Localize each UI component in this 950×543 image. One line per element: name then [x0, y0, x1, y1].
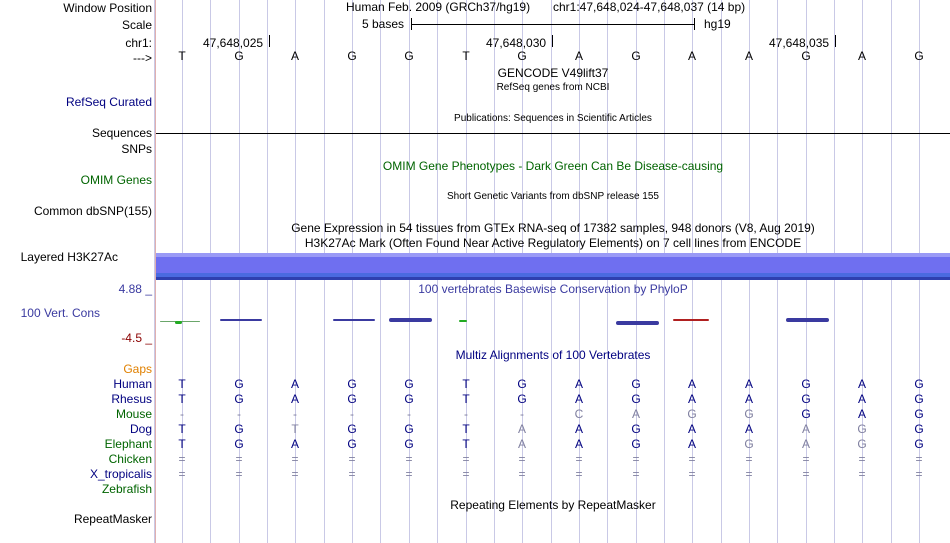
alignment-base: = — [688, 467, 696, 481]
coordinate-2-tick — [552, 35, 553, 47]
alignment-base: T — [178, 422, 186, 436]
alignment-base: G — [857, 437, 867, 451]
strand-arrow[interactable]: ---> — [133, 51, 152, 65]
alignment-base: A — [574, 422, 583, 436]
species-label[interactable]: X_tropicalis — [89, 467, 152, 481]
scale-bar-right-text: hg19 — [704, 17, 731, 31]
alignment-base: G — [404, 392, 414, 406]
alignment-base: A — [574, 377, 583, 391]
alignment-base: G — [801, 377, 811, 391]
alignment-base: = — [178, 467, 186, 481]
sequence-base: G — [914, 49, 924, 63]
h3k27ac-signal[interactable] — [156, 253, 950, 280]
alignment-base: = — [405, 467, 413, 481]
alignment-base: - — [180, 407, 184, 421]
grid-line — [154, 0, 155, 543]
coordinate-2: 47,648,030 — [486, 36, 547, 50]
alignment-base: A — [517, 437, 526, 451]
alignment-base: G — [234, 377, 244, 391]
alignment-base: = — [802, 467, 810, 481]
repeatmasker-description: Repeating Elements by RepeatMasker — [450, 498, 656, 512]
alignment-base: = — [858, 467, 866, 481]
alignment-base: = — [802, 452, 810, 466]
alignment-base: = — [405, 452, 413, 466]
alignment-base: - — [237, 407, 241, 421]
alignment-base: = — [235, 452, 243, 466]
alignment-base: A — [744, 392, 753, 406]
species-label[interactable]: Zebrafish — [101, 482, 152, 496]
alignment-base: A — [687, 377, 696, 391]
sequence-base: A — [687, 49, 696, 63]
sequence-base: A — [744, 49, 753, 63]
alignment-base: A — [857, 407, 866, 421]
sequence-base: G — [234, 49, 244, 63]
cons-track-label[interactable]: 100 Vert. Cons — [20, 306, 100, 320]
cons-max-label: 4.88 _ — [118, 282, 152, 296]
alignment-base: T — [462, 422, 470, 436]
alignment-base: G — [914, 422, 924, 436]
h3k27ac-signal-top — [156, 253, 950, 257]
alignment-base: = — [632, 467, 640, 481]
sequences-label[interactable]: Sequences — [91, 126, 152, 140]
chrom-label: chr1: — [125, 36, 152, 50]
alignment-base: G — [801, 392, 811, 406]
alignment-base: = — [688, 452, 696, 466]
alignment-base: G — [631, 437, 641, 451]
snp-description: Short Genetic Variants from dbSNP release 155 — [447, 191, 659, 202]
alignment-base: A — [574, 437, 583, 451]
coordinate-3: 47,648,035 — [769, 36, 830, 50]
alignment-base: G — [914, 377, 924, 391]
alignment-base: = — [632, 452, 640, 466]
alignment-base: G — [687, 407, 697, 421]
alignment-base: G — [914, 407, 924, 421]
alignment-base: - — [407, 407, 411, 421]
alignment-base: A — [290, 437, 299, 451]
alignment-base: G — [517, 392, 527, 406]
alignment-base: T — [178, 377, 186, 391]
alignment-base: = — [575, 452, 583, 466]
publications-description: Publications: Sequences in Scientific Articles — [454, 113, 652, 124]
alignment-base: T — [178, 392, 186, 406]
alignment-base: = — [235, 467, 243, 481]
alignment-base: A — [631, 407, 640, 421]
h3k27ac-signal-bottom — [156, 277, 950, 280]
alignment-base: G — [234, 437, 244, 451]
species-label[interactable]: Dog — [129, 422, 152, 436]
alignment-base: G — [347, 422, 357, 436]
alignment-base: = — [348, 452, 356, 466]
alignment-base: C — [574, 407, 584, 421]
alignment-base: = — [518, 467, 526, 481]
conservation-mark — [616, 321, 659, 325]
conservation-mark — [333, 319, 375, 321]
multiz-description: Multiz Alignments of 100 Vertebrates — [455, 348, 651, 362]
alignment-base: G — [404, 422, 414, 436]
conservation-mark — [389, 318, 432, 322]
alignment-base: G — [347, 392, 357, 406]
sequence-base: G — [631, 49, 641, 63]
conservation-mark — [175, 321, 182, 324]
omim-description: OMIM Gene Phenotypes - Dark Green Can Be Disease-causing — [382, 159, 724, 173]
refseq-label[interactable]: RefSeq Curated — [65, 95, 152, 109]
alignment-base: G — [857, 422, 867, 436]
alignment-base: = — [575, 467, 583, 481]
alignment-base: G — [801, 407, 811, 421]
alignment-base: A — [687, 437, 696, 451]
scale-bar — [411, 24, 695, 25]
species-label[interactable]: Human — [113, 377, 152, 391]
alignment-base: G — [234, 392, 244, 406]
alignment-base: T — [291, 422, 299, 436]
conservation-mark — [673, 319, 709, 321]
sequence-base: A — [857, 49, 866, 63]
alignment-base: G — [631, 377, 641, 391]
gencode-title[interactable]: GENCODE V49lift37 — [497, 66, 609, 80]
alignment-base: - — [520, 407, 524, 421]
alignment-base: = — [291, 467, 299, 481]
track-labels — [0, 0, 152, 543]
coordinate-3-tick — [835, 35, 836, 47]
sequence-base: G — [801, 49, 811, 63]
scale-label: Scale — [121, 18, 152, 32]
scale-bar-right-tick — [694, 18, 695, 30]
alignment-base: G — [517, 377, 527, 391]
sequence-base: G — [347, 49, 357, 63]
alignment-base: A — [857, 392, 866, 406]
sequence-base: G — [404, 49, 414, 63]
common-dbsnp-label[interactable]: Common dbSNP(155) — [33, 204, 152, 218]
species-label[interactable]: Elephant — [104, 437, 152, 451]
alignment-base: G — [347, 437, 357, 451]
alignment-base: G — [914, 437, 924, 451]
alignment-base: = — [915, 452, 923, 466]
alignment-base: A — [801, 437, 810, 451]
sequence-base: A — [290, 49, 299, 63]
alignment-base: = — [915, 467, 923, 481]
conservation-mark — [786, 318, 829, 322]
alignment-base: A — [290, 377, 299, 391]
alignment-base: = — [518, 452, 526, 466]
alignment-base: T — [462, 392, 470, 406]
alignment-base: A — [857, 377, 866, 391]
alignment-base: = — [745, 467, 753, 481]
alignment-base: A — [801, 422, 810, 436]
layered-h3k27ac-label[interactable]: Layered H3K27Ac — [20, 250, 118, 264]
conservation-mark — [459, 320, 467, 322]
refseq-description: RefSeq genes from NCBI — [496, 82, 610, 93]
h3k27ac-description: H3K27Ac Mark (Often Found Near Active Regulatory Elements) on 7 cell lines from ENCODE — [304, 236, 802, 250]
alignment-base: T — [462, 377, 470, 391]
alignment-base: = — [348, 467, 356, 481]
omim-genes-label[interactable]: OMIM Genes — [80, 173, 152, 187]
gaps-label[interactable]: Gaps — [123, 362, 152, 376]
alignment-base: T — [462, 437, 470, 451]
alignment-base: = — [178, 452, 186, 466]
alignment-base: G — [631, 392, 641, 406]
conservation-mark — [220, 319, 262, 321]
alignment-base: A — [744, 422, 753, 436]
alignment-base: = — [858, 452, 866, 466]
sequences-line — [156, 133, 950, 134]
alignment-base: G — [234, 422, 244, 436]
position-readout: chr1:47,648,024-47,648,037 (14 bp) — [553, 0, 746, 14]
alignment-base: = — [462, 452, 470, 466]
alignment-base: G — [631, 422, 641, 436]
alignment-base: A — [517, 422, 526, 436]
alignment-base: - — [350, 407, 354, 421]
scale-bar-left-tick — [411, 18, 412, 30]
alignment-base: A — [574, 392, 583, 406]
cons-min-label: -4.5 _ — [121, 331, 152, 345]
alignment-base: - — [293, 407, 297, 421]
sequence-base: A — [574, 49, 583, 63]
alignment-base: A — [687, 422, 696, 436]
alignment-base: G — [404, 437, 414, 451]
alignment-base: - — [464, 407, 468, 421]
species-label[interactable]: Rhesus — [111, 392, 152, 406]
sequence-base: G — [517, 49, 527, 63]
scale-bar-left-text: 5 bases — [362, 17, 405, 31]
alignment-base: T — [178, 437, 186, 451]
alignment-base: A — [744, 377, 753, 391]
alignment-base: G — [914, 392, 924, 406]
alignment-base: G — [404, 377, 414, 391]
repeatmasker-label[interactable]: RepeatMasker — [73, 512, 152, 526]
phylop-description: 100 vertebrates Basewise Conservation by PhyloP — [418, 282, 688, 296]
assembly-title: Human Feb. 2009 (GRCh37/hg19) — [346, 0, 531, 14]
species-label[interactable]: Chicken — [108, 452, 152, 466]
alignment-base: = — [745, 452, 753, 466]
coordinate-1-tick — [269, 35, 270, 47]
alignment-base: = — [291, 452, 299, 466]
window-position-label: Window Position — [63, 1, 152, 15]
alignment-base: G — [744, 407, 754, 421]
alignment-base: A — [687, 392, 696, 406]
snps-label[interactable]: SNPs — [121, 142, 152, 156]
sequence-base: T — [178, 49, 186, 63]
alignment-base: = — [462, 467, 470, 481]
coordinate-1: 47,648,025 — [203, 36, 264, 50]
alignment-base: A — [290, 392, 299, 406]
sequence-base: T — [462, 49, 470, 63]
alignment-base: G — [347, 377, 357, 391]
species-label[interactable]: Mouse — [115, 407, 152, 421]
gtex-description: Gene Expression in 54 tissues from GTEx RNA-seq of 17382 samples, 948 donors (V8, Aug 2019) — [291, 221, 815, 235]
alignment-base: G — [744, 437, 754, 451]
